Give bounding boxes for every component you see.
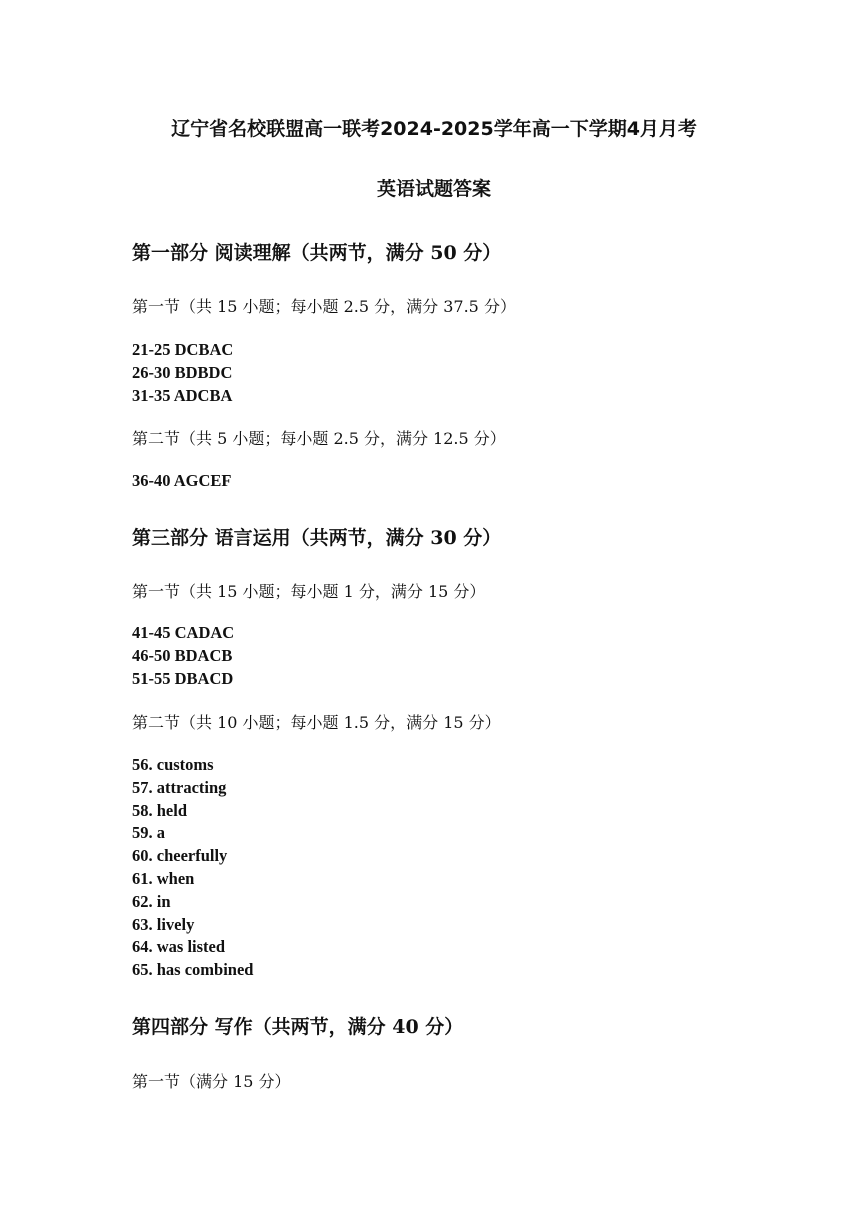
part1-section2-answers bbox=[132, 470, 231, 493]
answer-line: 56. customs bbox=[132, 755, 214, 774]
answer-line: 57. attracting bbox=[132, 777, 227, 797]
part1-heading: 第一部分 阅读理解（共两节，满分 50 分） bbox=[132, 242, 502, 264]
answer-line: 64. was listed bbox=[132, 937, 226, 957]
answer-line: 41-45 CADAC bbox=[132, 623, 235, 642]
part3-section1-heading: 第一节（共 15 小题；每小题 1 分，满分 15 分） bbox=[132, 582, 486, 601]
part4-heading: 第四部分 写作（共两节，满分 40 分） bbox=[132, 1016, 464, 1038]
answer-line: 59. a bbox=[132, 823, 165, 843]
part3-heading: 第三部分 语言运用（共两节，满分 30 分） bbox=[132, 527, 502, 549]
document-subtitle: 英语试题答案 bbox=[376, 178, 491, 200]
answer-line: 58. held bbox=[132, 800, 188, 820]
part3-section2-heading: 第二节（共 10 小题；每小题 1.5 分，满分 15 分） bbox=[132, 713, 501, 732]
answer-line: 36-40 AGCEF bbox=[132, 471, 232, 490]
answer-line: 31-35 ADCBA bbox=[132, 385, 233, 405]
answer-line: 62. in bbox=[132, 891, 171, 911]
answer-line: 65. has combined bbox=[132, 960, 254, 980]
answer-line: 46-50 BDACB bbox=[132, 645, 233, 665]
answer-line: 63. lively bbox=[132, 914, 195, 934]
part1-section1-heading: 第一节（共 15 小题；每小题 2.5 分，满分 37.5 分） bbox=[132, 297, 516, 316]
part1-section1-answers bbox=[132, 339, 233, 407]
part3-section2-answers bbox=[132, 754, 253, 982]
part4-section1-heading: 第一节（满分 15 分） bbox=[132, 1072, 291, 1091]
part3-section1-answers bbox=[132, 622, 234, 690]
answer-line: 61. when bbox=[132, 868, 195, 888]
answer-line: 51-55 DBACD bbox=[132, 668, 234, 688]
answer-line: 21-25 DCBAC bbox=[132, 340, 234, 359]
answer-line: 26-30 BDBDC bbox=[132, 362, 233, 382]
document-title: 辽宁省名校联盟高一联考2024-2025学年高一下学期4月月考 bbox=[171, 118, 697, 140]
answer-line: 60. cheerfully bbox=[132, 846, 228, 866]
part1-section2-heading: 第二节（共 5 小题；每小题 2.5 分，满分 12.5 分） bbox=[132, 429, 506, 448]
